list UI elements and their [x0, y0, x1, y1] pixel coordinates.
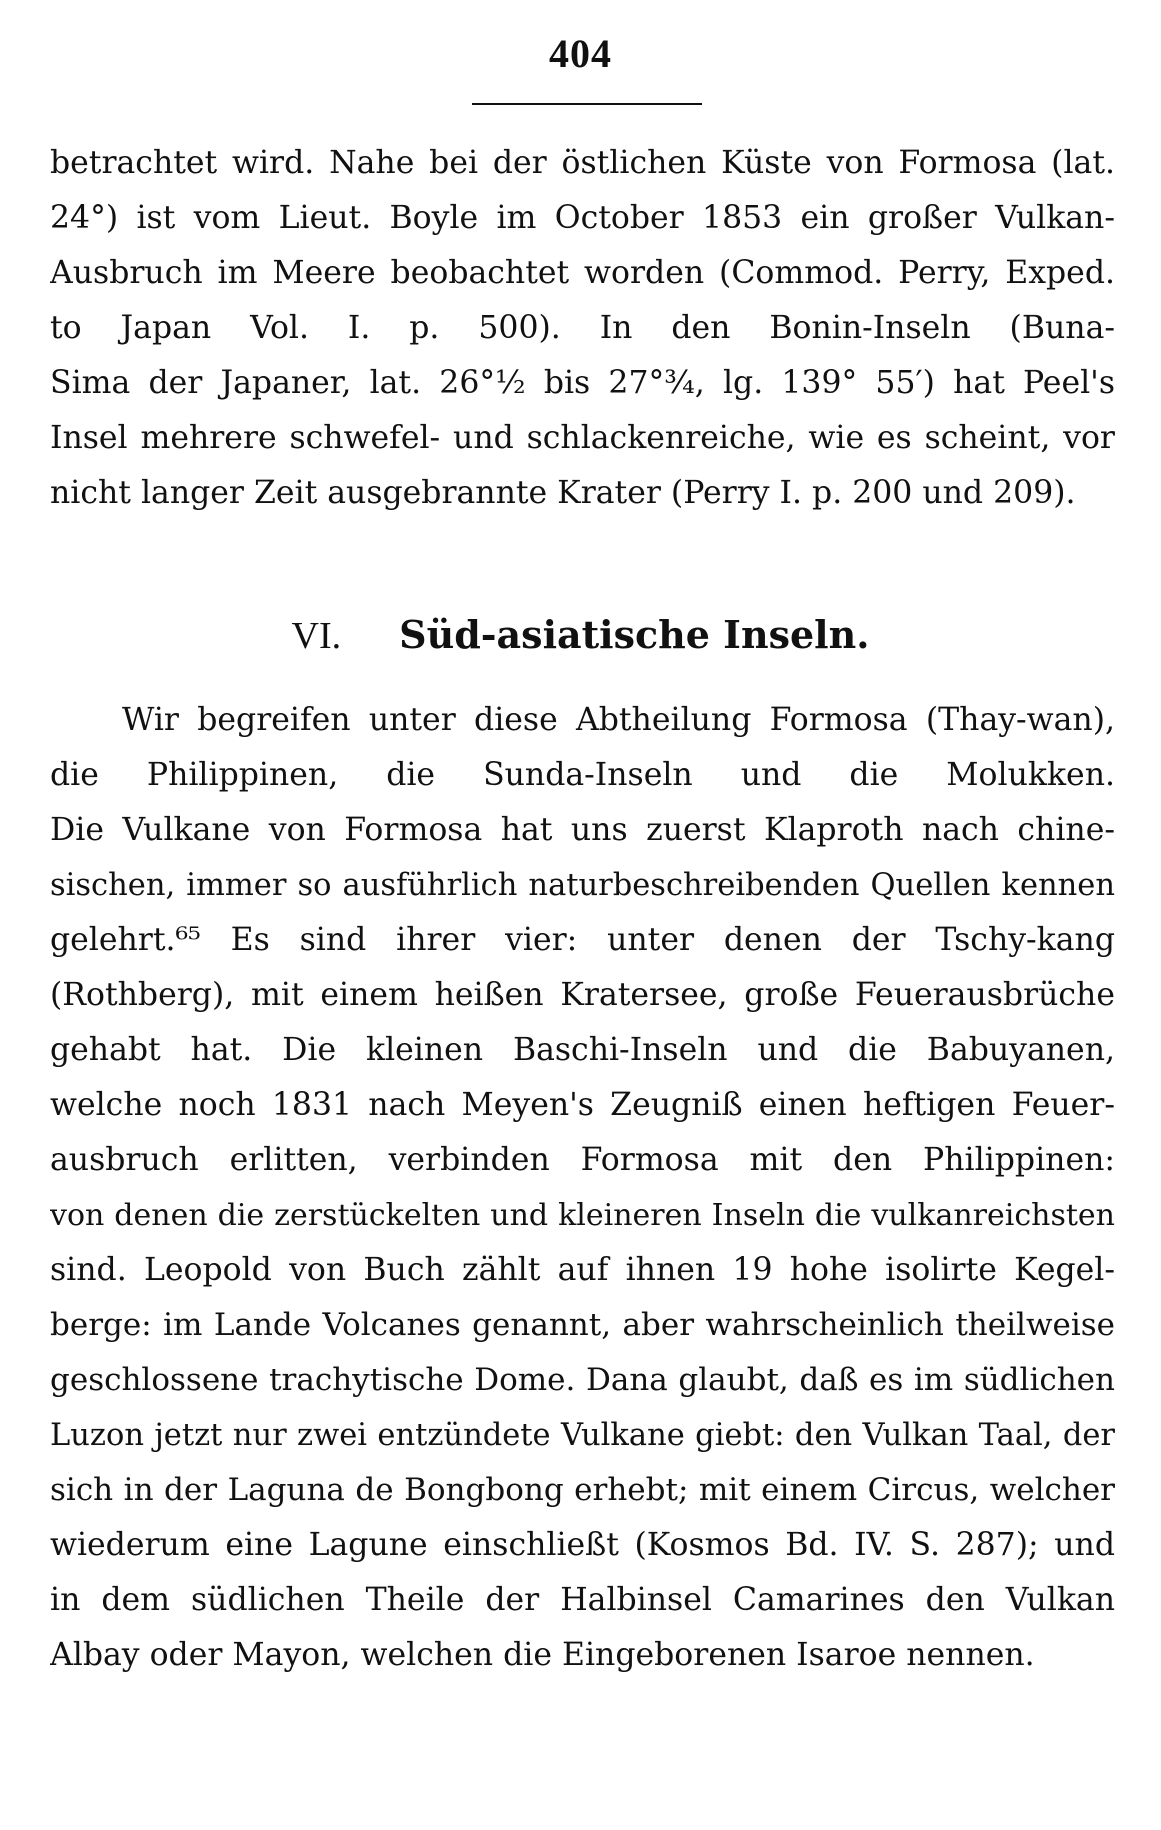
section-title: Süd-asiatische Inseln.	[399, 612, 870, 657]
text-line: Wir begreifen unter diese Abtheilung Formosa (Thay-wan),	[122, 702, 1115, 738]
header-rule	[472, 103, 702, 105]
text-line: welche noch 1831 nach Meyen's Zeugniß einen heftigen Feuer-	[50, 1087, 1115, 1123]
text-line: betrachtet wird. Nahe bei der östlichen Küste von Formosa (lat.	[50, 145, 1115, 181]
text-line: ausbruch erlitten, verbinden Formosa mit den Philippinen:	[50, 1142, 1115, 1178]
text-line: Insel mehrere schwefel- und schlackenreiche, wie es scheint, vor	[50, 420, 1115, 456]
text-line: sischen, immer so ausführlich naturbeschreibenden Quellen kennen	[50, 868, 1115, 903]
text-line: Albay oder Mayon, welchen die Eingeborenen Isaroe nennen.	[50, 1637, 1035, 1673]
text-line: 24°) ist vom Lieut. Boyle im October 1853 ein großer Vulkan-	[50, 200, 1115, 236]
text-line: in dem südlichen Theile der Halbinsel Camarines den Vulkan	[50, 1582, 1115, 1618]
text-line: gelehrt.⁶⁵ Es sind ihrer vier: unter denen der Tschy-kang	[50, 922, 1115, 958]
text-line: von denen die zerstückelten und kleineren Inseln die vulkanreichsten	[50, 1198, 1115, 1233]
text-line: Ausbruch im Meere beobachtet worden (Commod. Perry, Exped.	[50, 255, 1115, 291]
text-line: (Rothberg), mit einem heißen Kratersee, große Feuerausbrüche	[50, 977, 1115, 1013]
text-line: sind. Leopold von Buch zählt auf ihnen 19 hohe isolirte Kegel-	[50, 1252, 1115, 1288]
text-line: geschlossene trachytische Dome. Dana glaubt, daß es im südlichen	[50, 1362, 1115, 1398]
text-line: Luzon jetzt nur zwei entzündete Vulkane giebt: den Vulkan Taal, der	[50, 1418, 1115, 1453]
section-heading	[0, 605, 1161, 665]
text-line: gehabt hat. Die kleinen Baschi-Inseln und die Babuyanen,	[50, 1032, 1115, 1068]
paragraph-continued	[50, 136, 1115, 521]
text-line: sich in der Laguna de Bongbong erhebt; mit einem Circus, welcher	[50, 1472, 1115, 1508]
text-line: nicht langer Zeit ausgebrannte Krater (Perry I. p. 200 und 209).	[50, 475, 1076, 511]
text-line: Die Vulkane von Formosa hat uns zuerst Klaproth nach chine-	[50, 812, 1115, 848]
paragraph-main	[50, 693, 1115, 1683]
section-numeral: VI.	[291, 615, 342, 657]
text-line: berge: im Lande Volcanes genannt, aber wahrscheinlich theilweise	[50, 1307, 1115, 1343]
text-line: wiederum eine Lagune einschließt (Kosmos Bd. IV. S. 287); und	[50, 1527, 1115, 1563]
text-line: Sima der Japaner, lat. 26°½ bis 27°¾, lg. 139° 55′) hat Peel's	[50, 365, 1115, 401]
page-number: 404	[549, 31, 612, 76]
text-line: to Japan Vol. I. p. 500). In den Bonin-Inseln (Buna-	[50, 310, 1115, 346]
text-line: die Philippinen, die Sunda-Inseln und die Molukken.	[50, 757, 1115, 793]
